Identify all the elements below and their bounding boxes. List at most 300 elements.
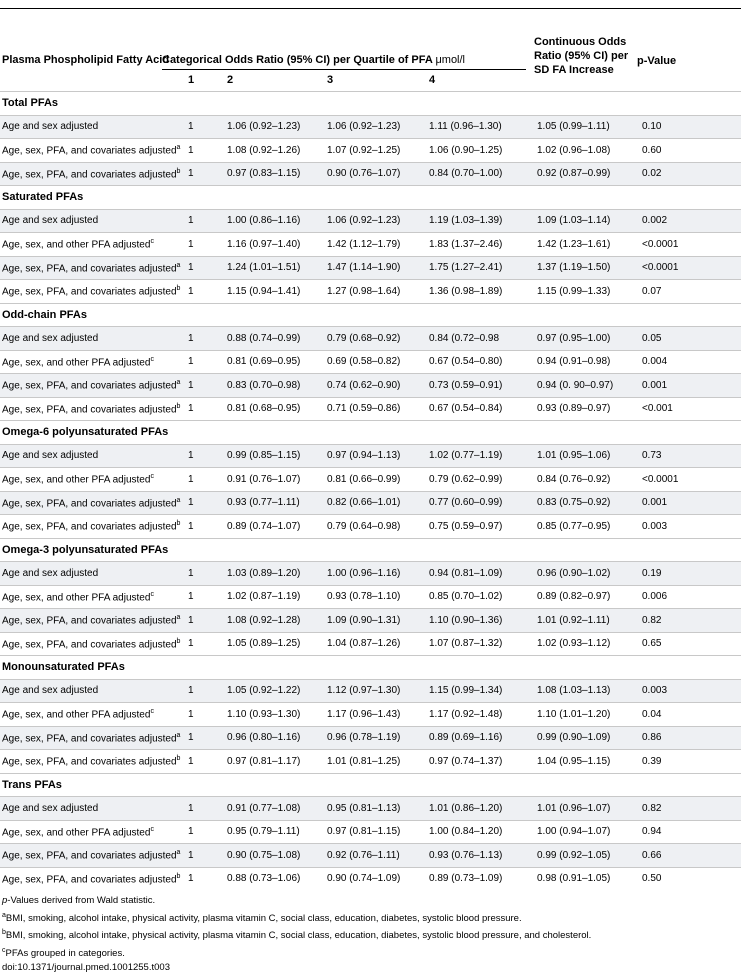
section-header — [0, 186, 741, 210]
row-label — [0, 632, 186, 656]
row-label-text: Age, sex, and other PFA adjusted — [2, 591, 151, 603]
cell-continuous: 0.94 (0.91–0.98) — [535, 350, 640, 374]
section-header — [0, 303, 741, 327]
row-label — [0, 844, 186, 868]
table-row — [0, 726, 741, 750]
section-title: Trans PFAs — [0, 773, 741, 797]
table-row — [0, 820, 741, 844]
cell-quartile-2: 0.81 (0.69–0.95) — [225, 350, 325, 374]
cell-quartile-4: 0.77 (0.60–0.99) — [427, 491, 535, 515]
cell-quartile-2: 1.24 (1.01–1.51) — [225, 256, 325, 280]
cell-quartile-1: 1 — [186, 703, 225, 727]
table-row — [0, 139, 741, 163]
row-label — [0, 585, 186, 609]
header-quartile-1: 1 — [188, 74, 195, 86]
table-row — [0, 703, 741, 727]
cell-continuous: 0.94 (0. 90–0.97) — [535, 374, 640, 398]
cell-quartile-4: 1.11 (0.96–1.30) — [427, 115, 535, 139]
row-label-text: Age, sex, PFA, and covariates adjusted — [2, 850, 177, 862]
cell-continuous: 0.96 (0.90–1.02) — [535, 562, 640, 586]
cell-quartile-3: 0.74 (0.62–0.90) — [325, 374, 427, 398]
cell-quartile-3: 0.90 (0.74–1.09) — [325, 867, 427, 890]
cell-quartile-3: 0.79 (0.64–0.98) — [325, 515, 427, 539]
cell-quartile-2: 1.03 (0.89–1.20) — [225, 562, 325, 586]
cell-quartile-3: 1.09 (0.90–1.31) — [325, 609, 427, 633]
table-row — [0, 162, 741, 186]
row-label — [0, 703, 186, 727]
row-label-footnote-marker: b — [176, 285, 181, 293]
row-label-footnote-marker: c — [150, 238, 154, 246]
cell-continuous: 1.08 (1.03–1.13) — [535, 679, 640, 703]
table-row — [0, 585, 741, 609]
cell-quartile-1: 1 — [186, 632, 225, 656]
cell-quartile-3: 0.95 (0.81–1.13) — [325, 797, 427, 821]
row-label-footnote-marker: a — [176, 731, 181, 739]
cell-quartile-3: 0.71 (0.59–0.86) — [325, 397, 427, 421]
row-label — [0, 867, 186, 890]
row-label-footnote-marker: a — [176, 849, 181, 857]
row-label — [0, 726, 186, 750]
row-label — [0, 233, 186, 257]
cell-quartile-1: 1 — [186, 374, 225, 398]
section-header — [0, 656, 741, 680]
row-label-footnote-marker: a — [176, 496, 181, 504]
row-label-text: Age, sex, PFA, and covariates adjusted — [2, 286, 177, 298]
row-label — [0, 820, 186, 844]
row-label — [0, 115, 186, 139]
cell-continuous: 1.42 (1.23–1.61) — [535, 233, 640, 257]
row-label-text: Age and sex adjusted — [2, 121, 99, 133]
row-label — [0, 327, 186, 351]
cell-quartile-2: 1.10 (0.93–1.30) — [225, 703, 325, 727]
footnote-a — [2, 909, 739, 927]
cell-quartile-1: 1 — [186, 726, 225, 750]
cell-quartile-1: 1 — [186, 444, 225, 468]
cell-quartile-4: 0.84 (0.70–1.00) — [427, 162, 535, 186]
row-label-text: Age, sex, PFA, and covariates adjusted — [2, 145, 177, 157]
cell-quartile-1: 1 — [186, 115, 225, 139]
table-row — [0, 468, 741, 492]
row-label — [0, 491, 186, 515]
cell-quartile-4: 0.97 (0.74–1.37) — [427, 750, 535, 774]
cell-quartile-1: 1 — [186, 327, 225, 351]
cell-quartile-1: 1 — [186, 585, 225, 609]
row-label — [0, 562, 186, 586]
cell-p-value: 0.003 — [640, 679, 741, 703]
row-label-text: Age, sex, PFA, and covariates adjusted — [2, 380, 177, 392]
cell-continuous: 0.98 (0.91–1.05) — [535, 867, 640, 890]
cell-quartile-4: 0.67 (0.54–0.84) — [427, 397, 535, 421]
cell-quartile-4: 1.17 (0.92–1.48) — [427, 703, 535, 727]
cell-continuous: 1.15 (0.99–1.33) — [535, 280, 640, 304]
cell-quartile-2: 0.91 (0.76–1.07) — [225, 468, 325, 492]
row-label — [0, 374, 186, 398]
table-row — [0, 679, 741, 703]
table-row — [0, 562, 741, 586]
cell-quartile-4: 1.07 (0.87–1.32) — [427, 632, 535, 656]
cell-quartile-1: 1 — [186, 562, 225, 586]
cell-continuous: 1.05 (0.99–1.11) — [535, 115, 640, 139]
cell-p-value: 0.003 — [640, 515, 741, 539]
section-title: Total PFAs — [0, 92, 741, 116]
table-row — [0, 867, 741, 890]
section-title: Monounsaturated PFAs — [0, 656, 741, 680]
cell-continuous: 0.85 (0.77–0.95) — [535, 515, 640, 539]
row-label-text: Age and sex adjusted — [2, 802, 99, 814]
doi[interactable]: doi:10.1371/journal.pmed.1001255.t003 — [2, 962, 170, 974]
row-label-text: Age and sex adjusted — [2, 685, 99, 697]
cell-quartile-4: 1.83 (1.37–2.46) — [427, 233, 535, 257]
footnote-b-marker: b — [2, 929, 6, 937]
cell-quartile-2: 1.05 (0.92–1.22) — [225, 679, 325, 703]
cell-quartile-3: 0.97 (0.94–1.13) — [325, 444, 427, 468]
cell-quartile-3: 1.42 (1.12–1.79) — [325, 233, 427, 257]
cell-quartile-4: 1.06 (0.90–1.25) — [427, 139, 535, 163]
cell-p-value: 0.94 — [640, 820, 741, 844]
cell-p-value: 0.39 — [640, 750, 741, 774]
cell-quartile-3: 1.04 (0.87–1.26) — [325, 632, 427, 656]
cell-p-value: 0.73 — [640, 444, 741, 468]
cell-quartile-4: 1.15 (0.99–1.34) — [427, 679, 535, 703]
cell-quartile-2: 1.00 (0.86–1.16) — [225, 209, 325, 233]
cell-quartile-4: 0.75 (0.59–0.97) — [427, 515, 535, 539]
row-label-text: Age, sex, PFA, and covariates adjusted — [2, 756, 177, 768]
cell-p-value: <0.001 — [640, 397, 741, 421]
row-label-text: Age, sex, PFA, and covariates adjusted — [2, 615, 177, 627]
table-row — [0, 233, 741, 257]
row-label-footnote-marker: a — [176, 379, 181, 387]
cell-p-value: 0.004 — [640, 350, 741, 374]
row-label-footnote-marker: a — [176, 144, 181, 152]
header-fatty-acid: Plasma Phospholipid Fatty Acid — [2, 54, 170, 66]
cell-quartile-1: 1 — [186, 844, 225, 868]
cell-quartile-4: 0.89 (0.73–1.09) — [427, 867, 535, 890]
header-categorical-text: Categorical Odds Ratio (95% CI) per Quartile of PFA — [162, 54, 433, 66]
row-label-text: Age and sex adjusted — [2, 332, 99, 344]
row-label-text: Age, sex, and other PFA adjusted — [2, 826, 151, 838]
cell-quartile-1: 1 — [186, 515, 225, 539]
row-label — [0, 797, 186, 821]
section-title: Omega-6 polyunsaturated PFAs — [0, 421, 741, 445]
cell-quartile-1: 1 — [186, 350, 225, 374]
row-label — [0, 515, 186, 539]
cell-quartile-2: 0.81 (0.68–0.95) — [225, 397, 325, 421]
cell-quartile-3: 0.79 (0.68–0.92) — [325, 327, 427, 351]
cell-quartile-2: 0.96 (0.80–1.16) — [225, 726, 325, 750]
row-label-footnote-marker: b — [176, 167, 181, 175]
row-label-footnote-marker: c — [150, 355, 154, 363]
cell-quartile-2: 0.90 (0.75–1.08) — [225, 844, 325, 868]
cell-quartile-3: 0.97 (0.81–1.15) — [325, 820, 427, 844]
cell-p-value: <0.0001 — [640, 233, 741, 257]
cell-p-value: 0.04 — [640, 703, 741, 727]
row-label-footnote-marker: a — [176, 261, 181, 269]
header-p-value: p-Value — [637, 55, 677, 67]
cell-quartile-4: 0.79 (0.62–0.99) — [427, 468, 535, 492]
section-header — [0, 773, 741, 797]
cell-quartile-4: 0.94 (0.81–1.09) — [427, 562, 535, 586]
cell-quartile-3: 1.27 (0.98–1.64) — [325, 280, 427, 304]
cell-quartile-4: 1.36 (0.98–1.89) — [427, 280, 535, 304]
row-label — [0, 280, 186, 304]
section-header — [0, 538, 741, 562]
header-quartile-3: 3 — [327, 74, 334, 86]
section-title: Omega-3 polyunsaturated PFAs — [0, 538, 741, 562]
cell-quartile-2: 0.97 (0.81–1.17) — [225, 750, 325, 774]
footnote-b-text: BMI, smoking, alcohol intake, physical activity, plasma vitamin C, social class, education, diabetes, systolic blood pressure, and cholesterol. — [5, 930, 592, 942]
cell-p-value: 0.60 — [640, 139, 741, 163]
table-row — [0, 515, 741, 539]
cell-p-value: 0.006 — [640, 585, 741, 609]
results-table-body — [0, 92, 741, 891]
cell-p-value: 0.07 — [640, 280, 741, 304]
cell-quartile-1: 1 — [186, 397, 225, 421]
cell-quartile-4: 1.01 (0.86–1.20) — [427, 797, 535, 821]
cell-p-value: 0.65 — [640, 632, 741, 656]
cell-quartile-2: 0.88 (0.74–0.99) — [225, 327, 325, 351]
footnote-c-marker: c — [2, 946, 6, 954]
header-categorical-rule — [162, 69, 526, 70]
cell-quartile-2: 1.05 (0.89–1.25) — [225, 632, 325, 656]
top-band — [0, 0, 741, 8]
row-label-footnote-marker: b — [176, 755, 181, 763]
footnote-a-marker: a — [2, 911, 6, 919]
section-header — [0, 92, 741, 116]
row-label-text: Age, sex, PFA, and covariates adjusted — [2, 873, 177, 885]
cell-p-value: 0.10 — [640, 115, 741, 139]
row-label-footnote-marker: c — [150, 590, 154, 598]
row-label-footnote-marker: c — [150, 473, 154, 481]
cell-continuous: 1.10 (1.01–1.20) — [535, 703, 640, 727]
table-row — [0, 797, 741, 821]
cell-p-value: 0.05 — [640, 327, 741, 351]
footnote-p — [2, 894, 739, 909]
row-label — [0, 139, 186, 163]
cell-quartile-3: 0.96 (0.78–1.19) — [325, 726, 427, 750]
cell-quartile-4: 1.02 (0.77–1.19) — [427, 444, 535, 468]
row-label-text: Age, sex, PFA, and covariates adjusted — [2, 403, 177, 415]
table-footnotes — [0, 890, 741, 980]
cell-quartile-3: 1.12 (0.97–1.30) — [325, 679, 427, 703]
row-label — [0, 256, 186, 280]
row-label-text: Age, sex, and other PFA adjusted — [2, 356, 151, 368]
section-header — [0, 421, 741, 445]
header-quartile-4: 4 — [429, 74, 436, 86]
cell-p-value: <0.0001 — [640, 468, 741, 492]
cell-continuous: 1.01 (0.92–1.11) — [535, 609, 640, 633]
cell-quartile-3: 1.06 (0.92–1.23) — [325, 115, 427, 139]
cell-quartile-2: 1.02 (0.87–1.19) — [225, 585, 325, 609]
row-label — [0, 209, 186, 233]
table-row — [0, 632, 741, 656]
footnote-c-text: PFAs grouped in categories. — [5, 947, 125, 959]
cell-quartile-4: 1.19 (1.03–1.39) — [427, 209, 535, 233]
cell-quartile-2: 0.89 (0.74–1.07) — [225, 515, 325, 539]
cell-quartile-2: 1.16 (0.97–1.40) — [225, 233, 325, 257]
cell-continuous: 0.99 (0.92–1.05) — [535, 844, 640, 868]
cell-quartile-4: 0.85 (0.70–1.02) — [427, 585, 535, 609]
header-continuous: Continuous Odds Ratio (95% CI) per SD FA Increase — [534, 36, 629, 76]
cell-quartile-3: 1.01 (0.81–1.25) — [325, 750, 427, 774]
cell-quartile-1: 1 — [186, 750, 225, 774]
table-header — [0, 9, 741, 91]
cell-quartile-3: 0.90 (0.76–1.07) — [325, 162, 427, 186]
cell-continuous: 0.84 (0.76–0.92) — [535, 468, 640, 492]
table-row — [0, 397, 741, 421]
cell-quartile-2: 1.06 (0.92–1.23) — [225, 115, 325, 139]
table-row — [0, 750, 741, 774]
cell-p-value: 0.86 — [640, 726, 741, 750]
cell-quartile-2: 1.08 (0.92–1.28) — [225, 609, 325, 633]
table-row — [0, 209, 741, 233]
cell-continuous: 1.01 (0.96–1.07) — [535, 797, 640, 821]
cell-p-value: 0.82 — [640, 609, 741, 633]
cell-continuous: 1.01 (0.95–1.06) — [535, 444, 640, 468]
cell-quartile-1: 1 — [186, 209, 225, 233]
results-table — [0, 91, 741, 890]
cell-quartile-2: 0.97 (0.83–1.15) — [225, 162, 325, 186]
row-label-text: Age, sex, and other PFA adjusted — [2, 709, 151, 721]
cell-p-value: 0.001 — [640, 374, 741, 398]
cell-quartile-2: 0.88 (0.73–1.06) — [225, 867, 325, 890]
row-label — [0, 679, 186, 703]
cell-quartile-3: 1.00 (0.96–1.16) — [325, 562, 427, 586]
row-label-footnote-marker: b — [176, 872, 181, 880]
cell-quartile-3: 0.92 (0.76–1.11) — [325, 844, 427, 868]
cell-continuous: 1.09 (1.03–1.14) — [535, 209, 640, 233]
row-label — [0, 162, 186, 186]
cell-continuous: 0.89 (0.82–0.97) — [535, 585, 640, 609]
cell-quartile-2: 0.95 (0.79–1.11) — [225, 820, 325, 844]
cell-quartile-2: 0.99 (0.85–1.15) — [225, 444, 325, 468]
row-label — [0, 444, 186, 468]
footnote-a-text: BMI, smoking, alcohol intake, physical activity, plasma vitamin C, social class, education, diabetes, systolic blood pressure. — [5, 912, 522, 924]
table-row — [0, 350, 741, 374]
table-row — [0, 844, 741, 868]
row-label-text: Age, sex, PFA, and covariates adjusted — [2, 262, 177, 274]
row-label-text: Age and sex adjusted — [2, 215, 99, 227]
cell-quartile-4: 1.10 (0.90–1.36) — [427, 609, 535, 633]
cell-continuous: 0.93 (0.89–0.97) — [535, 397, 640, 421]
cell-quartile-4: 0.67 (0.54–0.80) — [427, 350, 535, 374]
cell-continuous: 1.37 (1.19–1.50) — [535, 256, 640, 280]
cell-quartile-2: 0.83 (0.70–0.98) — [225, 374, 325, 398]
footnote-b — [2, 926, 739, 944]
cell-quartile-4: 0.84 (0.72–0.98 — [427, 327, 535, 351]
cell-quartile-4: 0.73 (0.59–0.91) — [427, 374, 535, 398]
row-label-text: Age and sex adjusted — [2, 567, 99, 579]
cell-quartile-3: 1.06 (0.92–1.23) — [325, 209, 427, 233]
cell-continuous: 0.99 (0.90–1.09) — [535, 726, 640, 750]
table-row — [0, 444, 741, 468]
cell-quartile-3: 0.69 (0.58–0.82) — [325, 350, 427, 374]
table-row — [0, 374, 741, 398]
table-row — [0, 491, 741, 515]
cell-quartile-1: 1 — [186, 468, 225, 492]
table-row — [0, 256, 741, 280]
cell-p-value: 0.50 — [640, 867, 741, 890]
cell-quartile-4: 1.00 (0.84–1.20) — [427, 820, 535, 844]
cell-quartile-2: 1.08 (0.92–1.26) — [225, 139, 325, 163]
cell-p-value: 0.02 — [640, 162, 741, 186]
cell-quartile-2: 0.91 (0.77–1.08) — [225, 797, 325, 821]
cell-quartile-3: 0.81 (0.66–0.99) — [325, 468, 427, 492]
cell-quartile-4: 1.75 (1.27–2.41) — [427, 256, 535, 280]
cell-quartile-3: 1.47 (1.14–1.90) — [325, 256, 427, 280]
cell-quartile-1: 1 — [186, 491, 225, 515]
cell-continuous: 1.02 (0.93–1.12) — [535, 632, 640, 656]
cell-p-value: 0.19 — [640, 562, 741, 586]
row-label — [0, 750, 186, 774]
cell-quartile-3: 1.17 (0.96–1.43) — [325, 703, 427, 727]
cell-p-value: 0.82 — [640, 797, 741, 821]
cell-quartile-1: 1 — [186, 233, 225, 257]
cell-continuous: 1.04 (0.95–1.15) — [535, 750, 640, 774]
cell-quartile-3: 1.07 (0.92–1.25) — [325, 139, 427, 163]
row-label-text: Age and sex adjusted — [2, 450, 99, 462]
cell-p-value: 0.001 — [640, 491, 741, 515]
row-label-text: Age, sex, PFA, and covariates adjusted — [2, 638, 177, 650]
cell-quartile-4: 0.89 (0.69–1.16) — [427, 726, 535, 750]
cell-quartile-1: 1 — [186, 280, 225, 304]
cell-continuous: 0.97 (0.95–1.00) — [535, 327, 640, 351]
cell-p-value: 0.66 — [640, 844, 741, 868]
row-label-text: Age, sex, and other PFA adjusted — [2, 239, 151, 251]
row-label — [0, 468, 186, 492]
row-label-footnote-marker: b — [176, 637, 181, 645]
cell-quartile-1: 1 — [186, 139, 225, 163]
cell-quartile-3: 0.93 (0.78–1.10) — [325, 585, 427, 609]
row-label-footnote-marker: a — [176, 614, 181, 622]
cell-continuous: 0.83 (0.75–0.92) — [535, 491, 640, 515]
footnote-c — [2, 944, 739, 962]
cell-quartile-2: 1.15 (0.94–1.41) — [225, 280, 325, 304]
cell-quartile-1: 1 — [186, 162, 225, 186]
cell-quartile-1: 1 — [186, 679, 225, 703]
row-label-footnote-marker: c — [150, 708, 154, 716]
row-label-footnote-marker: b — [176, 520, 181, 528]
header-quartile-2: 2 — [227, 74, 234, 86]
row-label — [0, 350, 186, 374]
row-label-footnote-marker: b — [176, 402, 181, 410]
row-label-text: Age, sex, PFA, and covariates adjusted — [2, 732, 177, 744]
section-title: Odd-chain PFAs — [0, 303, 741, 327]
table-row — [0, 327, 741, 351]
row-label-text: Age, sex, PFA, and covariates adjusted — [2, 497, 177, 509]
cell-quartile-1: 1 — [186, 820, 225, 844]
table-row — [0, 280, 741, 304]
header-categorical — [162, 54, 465, 66]
cell-quartile-3: 0.82 (0.66–1.01) — [325, 491, 427, 515]
cell-p-value: <0.0001 — [640, 256, 741, 280]
row-label — [0, 397, 186, 421]
cell-continuous: 1.02 (0.96–1.08) — [535, 139, 640, 163]
cell-quartile-1: 1 — [186, 256, 225, 280]
cell-p-value: 0.002 — [640, 209, 741, 233]
cell-continuous: 1.00 (0.94–1.07) — [535, 820, 640, 844]
cell-quartile-1: 1 — [186, 797, 225, 821]
footnote-p-italic: p — [2, 895, 8, 906]
row-label-text: Age, sex, PFA, and covariates adjusted — [2, 521, 177, 533]
row-label — [0, 609, 186, 633]
row-label-footnote-marker: c — [150, 825, 154, 833]
table-row — [0, 609, 741, 633]
header-categorical-unit: μmol/l — [435, 54, 465, 66]
cell-quartile-4: 0.93 (0.76–1.13) — [427, 844, 535, 868]
row-label-text: Age, sex, and other PFA adjusted — [2, 474, 151, 486]
table-row — [0, 115, 741, 139]
cell-quartile-1: 1 — [186, 867, 225, 890]
